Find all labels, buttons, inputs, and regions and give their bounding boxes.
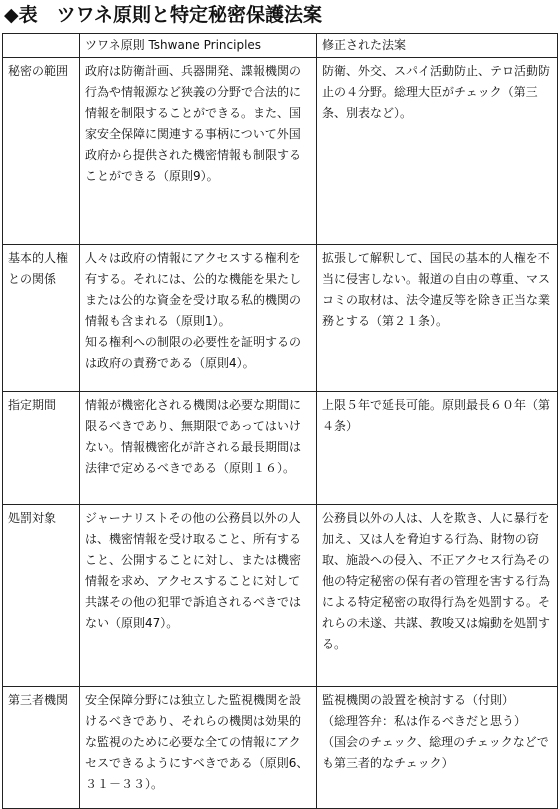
row-tshwane-cell	[80, 245, 317, 392]
table-row	[3, 245, 558, 392]
row-category: 処罰対象	[3, 505, 80, 687]
bill-text: （国会のチェック、総理のチェックなどでも第三者的なチェック）	[322, 735, 549, 770]
table-row	[3, 58, 558, 245]
row-category: 指定期間	[3, 392, 80, 505]
bill-text: 監視機関の設置を検討する（付則）	[322, 693, 515, 707]
row-bill-cell	[317, 687, 558, 809]
tshwane-text: 知る権利への制限の必要性を証明するのは政府の責務である（原則4）。	[85, 335, 302, 370]
tshwane-text: ジャーナリストその他の公務員以外の人は、機密情報を受け取ること、所有すること、公開することに対し、または機密情報を求め、アクセスすることに対して共謀その他の犯罪で訴追されるべきではない（原則47）。	[85, 511, 302, 630]
comparison-table	[2, 33, 558, 809]
row-tshwane-cell	[80, 58, 317, 245]
row-tshwane-cell	[80, 687, 317, 809]
table-row	[3, 687, 558, 809]
table-row	[3, 392, 558, 505]
page-title: ◆表 ツワネ原則と特定秘密保護法案	[4, 4, 323, 26]
bill-text: 拡張して解釈して、国民の基本的人権を不当に侵害しない。報道の自由の尊重、マスコミの取材は、法令違反等を除き正当な業務とする（第２１条）。	[322, 251, 551, 328]
row-bill-cell	[317, 245, 558, 392]
row-bill-cell	[317, 392, 558, 505]
tshwane-text: 情報が機密化される機関は必要な期間に限るべきであり、無期限であってはいけない。情報機密化が許される最長期間は法律で定めるべきである（原則１６）。	[85, 398, 302, 475]
row-bill-cell	[317, 58, 558, 245]
tshwane-text: 政府は防衛計画、兵器開発、諜報機関の行為や情報源など狭義の分野で合法的に情報を制限することができる。また、国家安全保障に関連する事柄について外国政府から提供された機密情報も制限することができる（原則9）。	[85, 64, 302, 183]
header-bill: 修正された法案	[317, 34, 558, 58]
row-category: 第三者機関	[3, 687, 80, 809]
bill-text: 公務員以外の人は、人を欺き、人に暴行を加え、又は人を脅迫する行為、財物の窃取、施設への侵入、不正アクセス行為その他の特定秘密の保有者の管理を害する行為による特定秘密の取得行為を処罰する。それらの未遂、共謀、教唆又は煽動を処罰する。	[322, 511, 551, 651]
row-category: 基本的人権との関係	[3, 245, 80, 392]
bill-text: 上限５年で延長可能。原則最長６０年（第４条）	[322, 398, 551, 433]
table-header-row	[3, 34, 558, 58]
row-category: 秘密の範囲	[3, 58, 80, 245]
row-tshwane-cell	[80, 392, 317, 505]
tshwane-text: 人々は政府の情報にアクセスする権利を有する。それには、公的な機能を果たしまたは公的な資金を受け取る私的機関の情報も含まれる（原則1）。	[85, 251, 302, 328]
header-tshwane: ツワネ原則 Tshwane Principles	[80, 34, 317, 58]
tshwane-text: 安全保障分野には独立した監視機関を設けるべきであり、それらの機関は効果的な監視のために必要な全ての情報にアクセスできるようにすべきである（原則6、３１－３３）。	[85, 693, 309, 791]
table-row	[3, 505, 558, 687]
row-tshwane-cell	[80, 505, 317, 687]
header-category	[3, 34, 80, 58]
row-bill-cell	[317, 505, 558, 687]
bill-text: 防衛、外交、スパイ活動防止、テロ活動防止の４分野。総理大臣がチェック（第三条、別表など）。	[322, 64, 551, 120]
bill-text: （総理答弁：私は作るべきだと思う）	[322, 714, 527, 728]
